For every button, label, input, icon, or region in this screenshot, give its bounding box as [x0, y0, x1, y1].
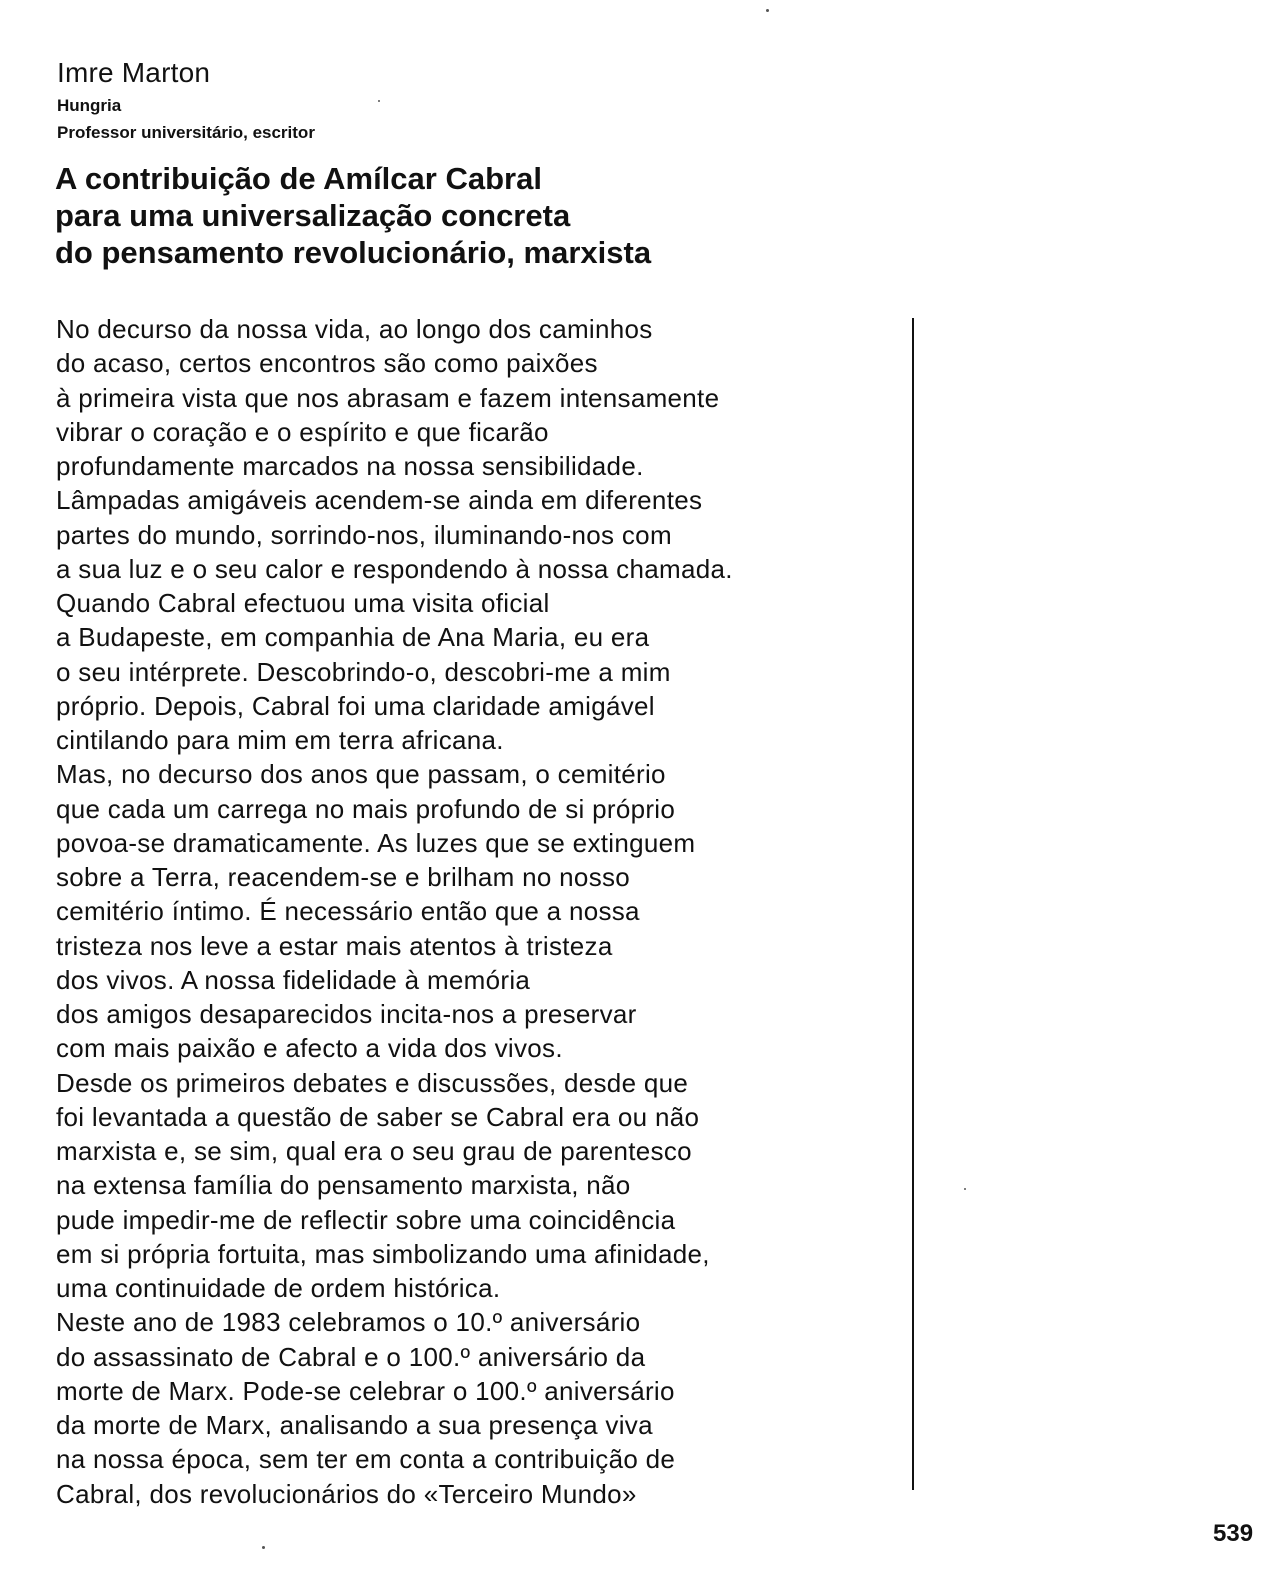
body-line: da morte de Marx, analisando a sua presença viva	[56, 1410, 653, 1440]
body-line: na extensa família do pensamento marxista, não	[56, 1170, 631, 1201]
article-title	[55, 160, 651, 271]
body-text	[56, 312, 906, 1511]
scan-speck	[262, 1546, 265, 1549]
body-line: à primeira vista que nos abrasam e fazem intensamente	[56, 382, 720, 413]
body-line: Lâmpadas amigáveis acendem-se ainda em diferentes	[56, 485, 703, 516]
body-line: marxista e, se sim, qual era o seu grau de parentesco	[56, 1136, 692, 1166]
body-line: do acaso, certos encontros são como paixões	[56, 348, 598, 379]
title-line: A contribuição de Amílcar Cabral	[55, 161, 542, 196]
body-line: do assassinato de Cabral e o 100.º aniversário da	[56, 1341, 646, 1372]
body-line: em si própria fortuita, mas simbolizando uma afinidade,	[56, 1238, 710, 1269]
scan-speck	[964, 1188, 966, 1190]
scan-speck	[766, 9, 769, 12]
body-line: o seu intérprete. Descobrindo-o, descobri-me a mim	[56, 656, 671, 687]
page-number: 539	[1213, 1520, 1254, 1547]
body-line: na nossa época, sem ter em conta a contribuição de	[56, 1444, 676, 1475]
body-line: foi levantada a questão de saber se Cabral era ou não	[56, 1101, 700, 1132]
author-role: Professor universitário, escritor	[57, 123, 315, 142]
body-line: dos amigos desaparecidos incita-nos a preservar	[56, 999, 637, 1029]
author-country: Hungria	[57, 96, 122, 115]
body-line: que cada um carrega no mais profundo de si próprio	[56, 793, 676, 824]
body-line: uma continuidade de ordem histórica.	[56, 1273, 501, 1303]
column-rule	[912, 318, 914, 1490]
body-line: com mais paixão e afecto a vida dos vivos.	[56, 1033, 563, 1064]
body-line: pude impedir-me de reflectir sobre uma coincidência	[56, 1204, 676, 1235]
body-line: Desde os primeiros debates e discussões, desde que	[56, 1067, 689, 1098]
body-line: a sua luz e o seu calor e respondendo à nossa chamada.	[56, 553, 733, 584]
body-line: sobre a Terra, reacendem-se e brilham no nosso	[56, 862, 631, 892]
body-line: cintilando para mim em terra africana.	[56, 725, 504, 755]
scan-speck	[378, 100, 380, 102]
body-line: No decurso da nossa vida, ao longo dos caminhos	[56, 314, 653, 344]
author-name: Imre Marton	[57, 57, 211, 88]
body-line: profundamente marcados na nossa sensibilidade.	[56, 451, 644, 481]
body-line: Mas, no decurso dos anos que passam, o cemitério	[56, 759, 666, 790]
title-line: para uma universalização concreta	[55, 198, 571, 233]
body-line: povoa-se dramaticamente. As luzes que se extinguem	[56, 827, 696, 858]
body-line: próprio. Depois, Cabral foi uma claridade amigável	[56, 690, 655, 721]
body-line: Cabral, dos revolucionários do «Terceiro Mundo»	[56, 1478, 637, 1509]
body-line: tristeza nos leve a estar mais atentos à tristeza	[56, 930, 613, 961]
body-line: cemitério íntimo. É necessário então que a nossa	[56, 896, 640, 927]
body-line: vibrar o coração e o espírito e que ficarão	[56, 416, 549, 447]
body-line: morte de Marx. Pode-se celebrar o 100.º aniversário	[56, 1375, 675, 1406]
body-line: Quando Cabral efectuou uma visita oficial	[56, 588, 550, 618]
body-line: a Budapeste, em companhia de Ana Maria, eu era	[56, 622, 650, 653]
title-line: do pensamento revolucionário, marxista	[55, 235, 652, 270]
body-line: Neste ano de 1983 celebramos o 10.º aniversário	[56, 1307, 641, 1338]
body-line: partes do mundo, sorrindo-nos, iluminando-nos com	[56, 519, 672, 550]
body-line: dos vivos. A nossa fidelidade à memória	[56, 964, 531, 995]
